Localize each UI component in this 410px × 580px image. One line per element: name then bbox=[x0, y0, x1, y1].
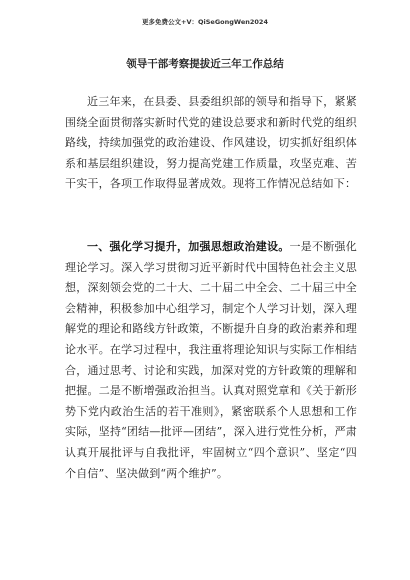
section-1-heading: 一、强化学习提升，加强思想政治建设。 bbox=[87, 240, 290, 253]
section-1-text: 一是不断强化理论学习。深入学习贯彻习近平新时代中国特色社会主义思想，深刻领会党的二十大、二十届二中全会、二十届三中全会精神，积极参加中心组学习，制定个人学习计划，深入理解党的理论和路线方针政策，不断提升自身的政治素养和理论水平。在学习过程中，我注重将理论知识与实际工作相结合，通过思考、讨论和实践，加深对党的方针政策的理解和把握。二是不断增强政治担当。认真对照党章和《关于新形势下党内政治生活的若干准则》，紧密联系个人思想和工作实际，坚持“团结—批评—团结”，深入进行党性分析，严肃认真开展批评与自我批评，牢固树立“四个意识”、坚定“四个自信”、坚决做到“两个维护”。 bbox=[65, 240, 357, 480]
document-title: 领导干部考察提拔近三年工作总结 bbox=[126, 58, 284, 70]
intro-paragraph: 近三年来，在县委、县委组织部的领导和指导下，紧紧围绕全面贯彻落实新时代党的建设总要求和新时代党的组织路线，持续加强党的政治建设、作风建设，切实抓好组织体系和基层组织建设，努力提高党建工作质量，攻坚克难、苦干实干，各项工作取得显著成效。现将工作情况总结如下： bbox=[65, 95, 357, 191]
section-1-paragraph bbox=[65, 237, 357, 484]
header-note: 更多免费公文+V：QiSeGongWen2024 bbox=[142, 18, 268, 26]
